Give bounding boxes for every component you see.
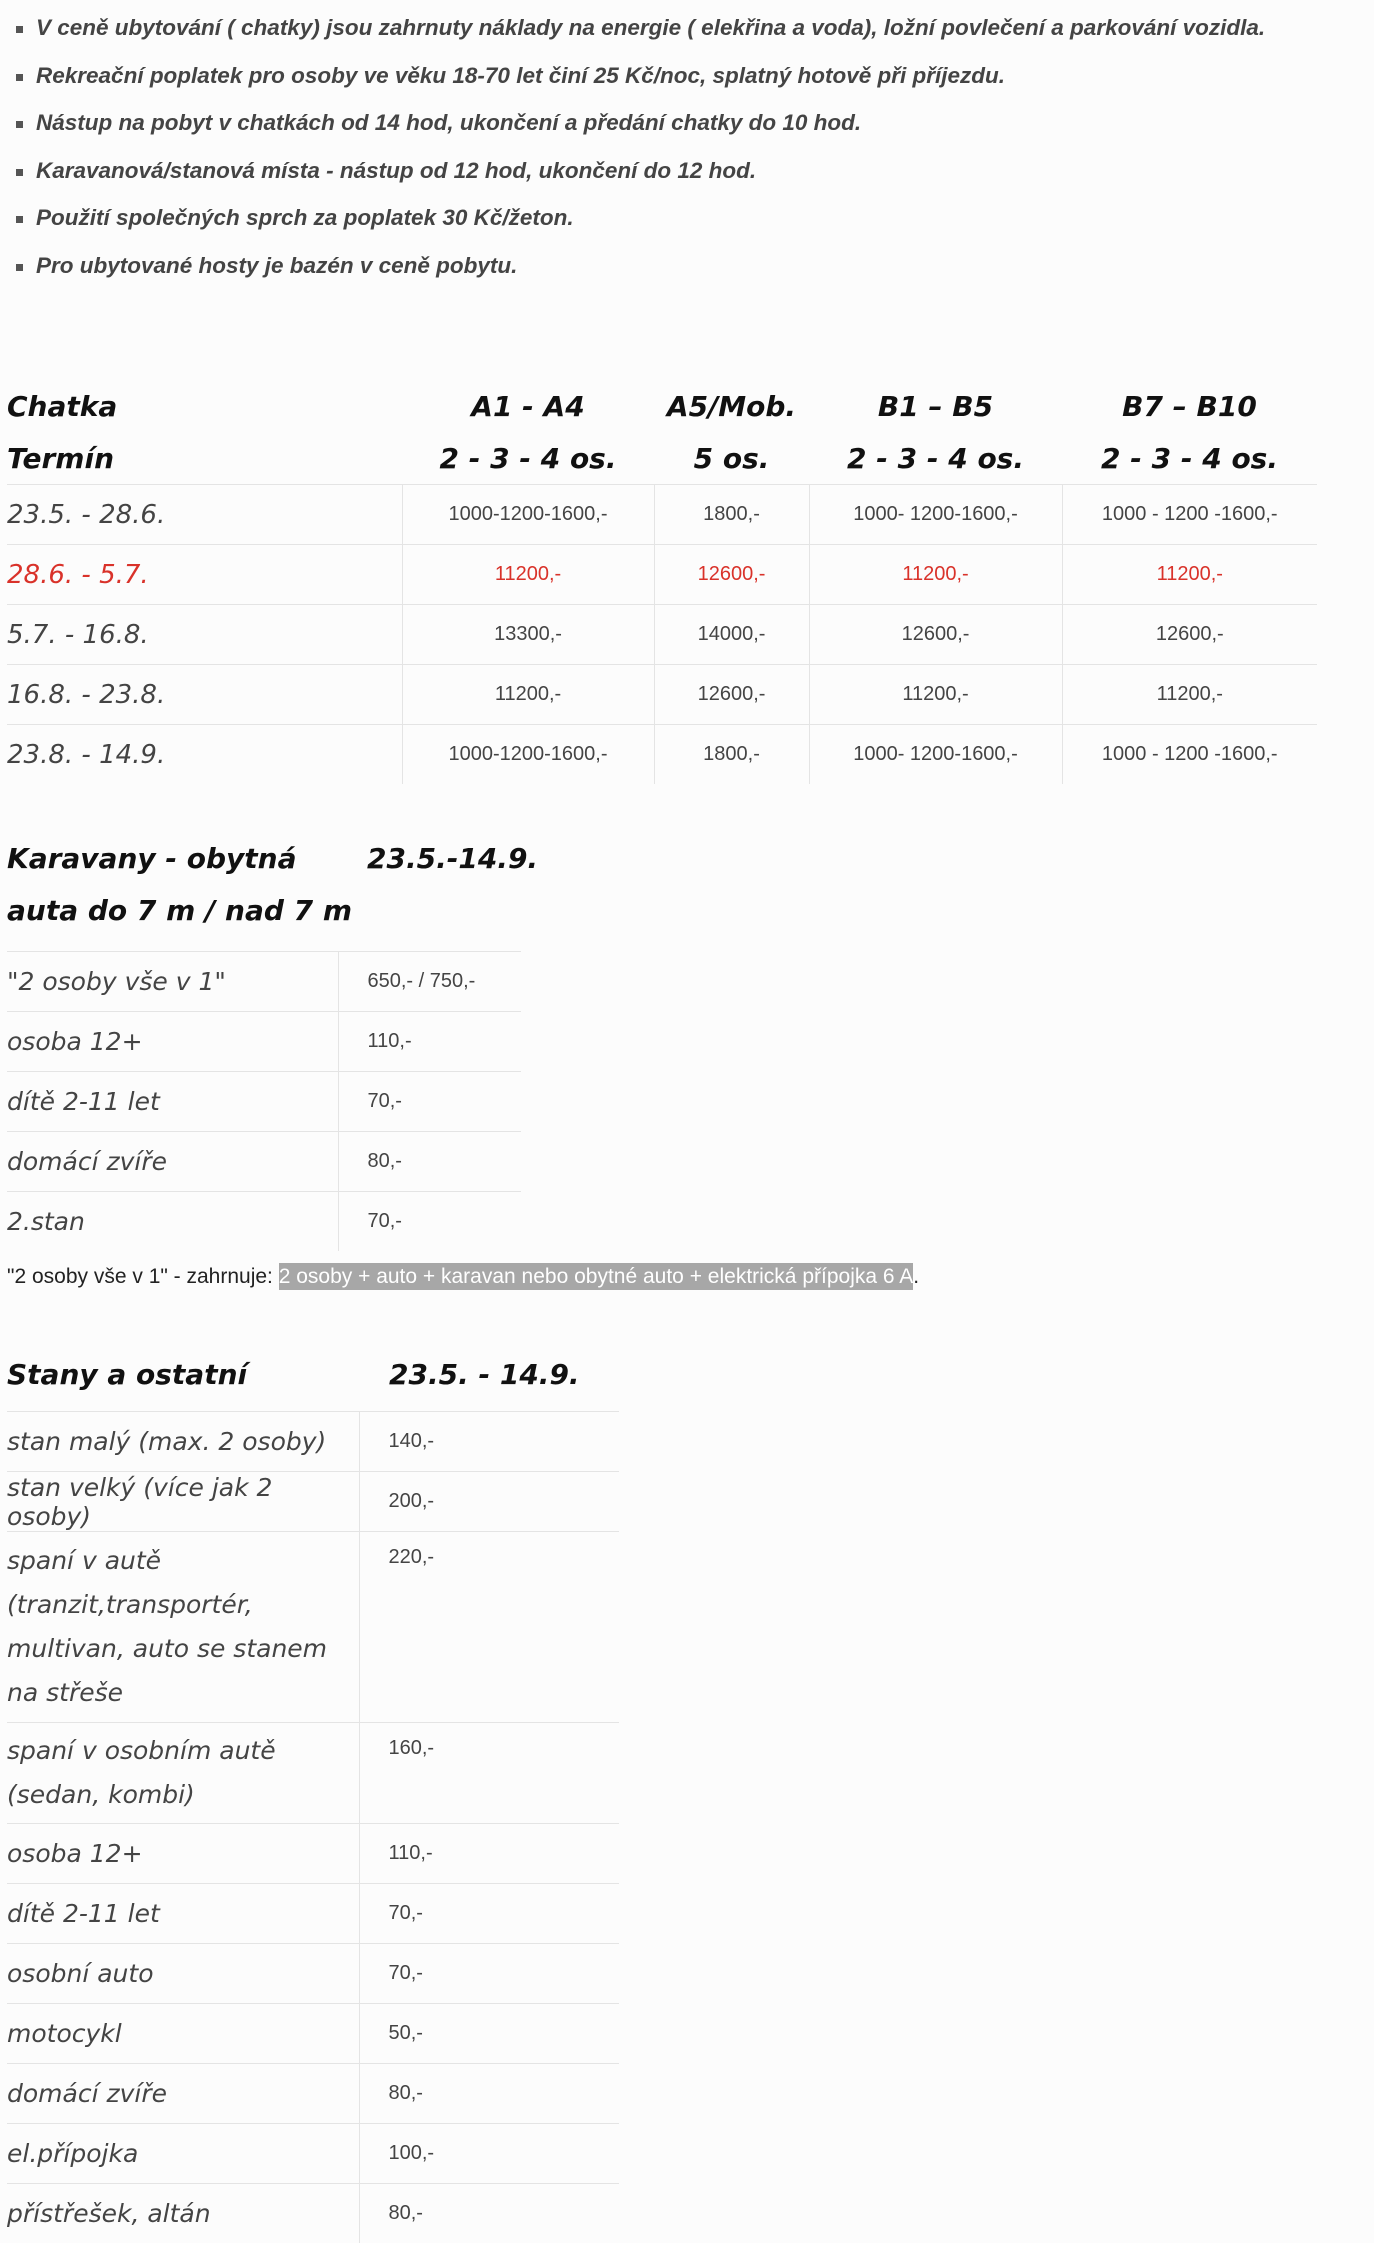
price-cell: 80,- (338, 1132, 521, 1192)
price-cell: 70,- (338, 1072, 521, 1132)
note-item: V ceně ubytování ( chatky) jsou zahrnuty náklady na energie ( elekřina a voda), ložní povlečení a parkování vozidla. (16, 12, 1265, 60)
price-cell: 70,- (338, 1192, 521, 1252)
header-cell: 2 - 3 - 4 os. (402, 432, 654, 485)
price-cell: 1000 - 1200 -1600,- (1062, 725, 1317, 785)
table-row (7, 2124, 619, 2184)
header-cell: 2 - 3 - 4 os. (809, 432, 1062, 485)
price-cell: 12600,- (654, 665, 809, 725)
caravan-period: 23.5.-14.9. (367, 842, 538, 875)
term-cell: 23.5. - 28.6. (7, 485, 402, 545)
cabin-header-row (7, 380, 1317, 432)
price-cell: 1000 - 1200 -1600,- (1062, 485, 1317, 545)
price-cell: 80,- (359, 2064, 619, 2124)
price-cell: 12600,- (654, 545, 809, 605)
note-highlight: 2 osoby + auto + karavan nebo obytné auto + elektrická přípojka 6 A (279, 1263, 914, 1290)
table-row (7, 1132, 521, 1192)
table-row (7, 1472, 619, 1532)
header-cell: A5/Mob. (654, 380, 809, 432)
header-cell: Termín (7, 432, 402, 485)
price-cell: 1000- 1200-1600,- (809, 725, 1062, 785)
price-cell: 80,- (359, 2184, 619, 2243)
caravan-title-line1: Karavany - obytná (7, 842, 297, 875)
table-row (7, 605, 1317, 665)
table-row (7, 665, 1317, 725)
term-cell: 23.8. - 14.9. (7, 725, 402, 785)
table-row (7, 2004, 619, 2064)
price-cell: 11200,- (1062, 545, 1317, 605)
table-row (7, 1824, 619, 1884)
table-row (7, 1072, 521, 1132)
price-cell: 100,- (359, 2124, 619, 2184)
table-row (7, 1412, 619, 1472)
note-suffix: . (913, 1265, 919, 1288)
note-text: "2 osoby vše v 1" - zahrnuje: (7, 1265, 279, 1288)
tents-price-table (7, 1411, 619, 2243)
price-cell: 220,- (359, 1532, 619, 1723)
tents-title: Stany a ostatní (7, 1358, 247, 1391)
item-label: dítě 2-11 let (7, 1072, 338, 1132)
price-cell: 140,- (359, 1412, 619, 1472)
price-cell: 11200,- (402, 545, 654, 605)
header-cell: 2 - 3 - 4 os. (1062, 432, 1317, 485)
table-row (7, 1723, 619, 1824)
price-cell: 650,- / 750,- (338, 952, 521, 1012)
note-item: Pro ubytované hosty je bazén v ceně pobytu. (16, 250, 1265, 298)
item-label: osoba 12+ (7, 1824, 359, 1884)
term-cell: 16.8. - 23.8. (7, 665, 402, 725)
price-cell: 11200,- (809, 665, 1062, 725)
header-cell: Chatka (7, 380, 402, 432)
price-cell: 14000,- (654, 605, 809, 665)
table-row (7, 952, 521, 1012)
price-cell: 70,- (359, 1944, 619, 2004)
price-cell: 1000- 1200-1600,- (809, 485, 1062, 545)
table-row (7, 545, 1317, 605)
caravan-price-table (7, 951, 521, 1251)
header-cell: 5 os. (654, 432, 809, 485)
item-label: osoba 12+ (7, 1012, 338, 1072)
price-cell: 13300,- (402, 605, 654, 665)
item-label: spaní v autě (tranzit,transportér, multivan, auto se stanem na střeše (7, 1532, 359, 1723)
table-row (7, 725, 1317, 785)
item-label: osobní auto (7, 1944, 359, 2004)
item-label: motocykl (7, 2004, 359, 2064)
price-cell: 1800,- (654, 725, 809, 785)
price-cell: 110,- (338, 1012, 521, 1072)
price-cell: 1000-1200-1600,- (402, 725, 654, 785)
table-row (7, 1532, 619, 1723)
table-row (7, 1884, 619, 1944)
price-cell: 50,- (359, 2004, 619, 2064)
item-label: domácí zvíře (7, 2064, 359, 2124)
header-cell: A1 - A4 (402, 380, 654, 432)
term-cell: 28.6. - 5.7. (7, 545, 402, 605)
item-label: stan malý (max. 2 osoby) (7, 1412, 359, 1472)
table-row (7, 1012, 521, 1072)
price-cell: 200,- (359, 1472, 619, 1532)
header-cell: B7 – B10 (1062, 380, 1317, 432)
caravan-title-line2: auta do 7 m / nad 7 m (7, 894, 352, 927)
cabin-header-row (7, 432, 1317, 485)
note-item: Rekreační poplatek pro osoby ve věku 18-70 let činí 25 Kč/noc, splatný hotově při příjezdu. (16, 60, 1265, 108)
note-item: Karavanová/stanová místa - nástup od 12 hod, ukončení do 12 hod. (16, 155, 1265, 203)
price-cell: 11200,- (402, 665, 654, 725)
item-label: přístřešek, altán (7, 2184, 359, 2243)
table-row (7, 485, 1317, 545)
price-cell: 11200,- (809, 545, 1062, 605)
item-label: dítě 2-11 let (7, 1884, 359, 1944)
term-cell: 5.7. - 16.8. (7, 605, 402, 665)
table-row (7, 1944, 619, 2004)
info-notes-list (16, 12, 1265, 297)
item-label: "2 osoby vše v 1" (7, 952, 338, 1012)
table-row (7, 1192, 521, 1252)
note-item: Nástup na pobyt v chatkách od 14 hod, ukončení a předání chatky do 10 hod. (16, 107, 1265, 155)
note-item: Použití společných sprch za poplatek 30 Kč/žeton. (16, 202, 1265, 250)
price-cell: 70,- (359, 1884, 619, 1944)
price-cell: 12600,- (1062, 605, 1317, 665)
item-label: 2.stan (7, 1192, 338, 1252)
price-cell: 1800,- (654, 485, 809, 545)
price-cell: 110,- (359, 1824, 619, 1884)
caravan-package-note (7, 1265, 919, 1289)
price-cell: 12600,- (809, 605, 1062, 665)
table-row (7, 2064, 619, 2124)
item-label: spaní v osobním autě (sedan, kombi) (7, 1723, 359, 1824)
price-cell: 11200,- (1062, 665, 1317, 725)
item-label: el.přípojka (7, 2124, 359, 2184)
item-label: domácí zvíře (7, 1132, 338, 1192)
header-cell: B1 – B5 (809, 380, 1062, 432)
item-label: stan velký (více jak 2 osoby) (7, 1472, 359, 1532)
table-row (7, 2184, 619, 2243)
cabin-price-table (7, 380, 1317, 785)
price-cell: 160,- (359, 1723, 619, 1824)
price-cell: 1000-1200-1600,- (402, 485, 654, 545)
tents-period: 23.5. - 14.9. (389, 1358, 580, 1391)
